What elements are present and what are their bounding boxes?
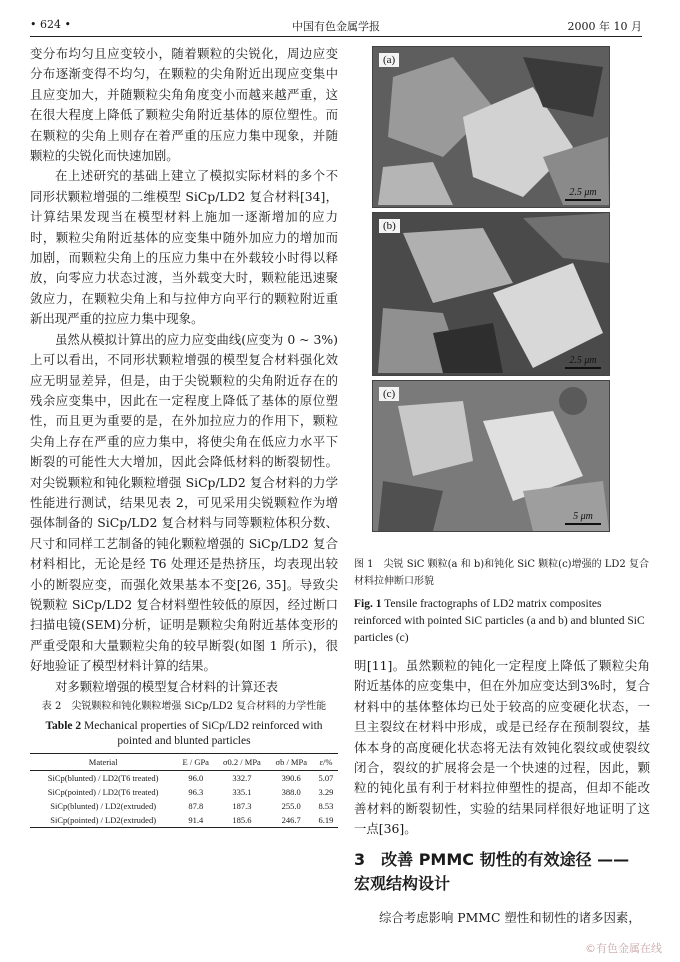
table-cell: 390.6 (281, 773, 301, 783)
table-caption-en (30, 719, 338, 749)
table-header-row (30, 754, 338, 771)
table-cell: 96.0 (188, 773, 204, 783)
left-column (30, 44, 338, 828)
section-heading: 3 改善 PMMC 韧性的有效途径 —— 宏观结构设计 (354, 850, 630, 893)
panel-label: (c) (379, 387, 399, 401)
body-paragraph: 对多颗粒增强的模型复合材料的计算还表 (55, 678, 279, 694)
fractograph-image (373, 381, 609, 531)
right-column-text-continued (354, 908, 650, 928)
table-cell: SiCp(blunted) / LD2(T6 treated) (47, 773, 159, 783)
table-cell: 3.29 (318, 787, 334, 797)
scale-text: 2.5 μm (569, 355, 597, 366)
running-header (30, 16, 642, 37)
scale-line (565, 199, 601, 201)
figure-label: Fig. 1 (354, 598, 382, 610)
figure-caption-cn: 图 1 尖锐 SiC 颗粒(a 和 b)和钝化 SiC 颗粒(c)增强的 LD2 复合材料拉伸断口形貌 (354, 559, 649, 587)
table-cell: 185.6 (215, 813, 268, 828)
column-header: σ0.2 / MPa (215, 754, 268, 771)
table-cell: 91.4 (176, 813, 215, 828)
watermark: ©有色金属在线 (585, 942, 662, 955)
table-row (30, 813, 338, 828)
table-row (30, 771, 338, 786)
journal-name: 中国有色金属学报 (292, 20, 380, 33)
table-cell: 5.07 (318, 773, 334, 783)
body-paragraph: 在上述研究的基础上建立了模拟实际材料的多个不同形状颗粒增强的二维模型 SiCp/LD2 复合材料[34]，计算结果发现当在模型材料上施加一逐渐增加的应力时，颗粒尖角附近基体的应变集中随外加应力的增加而加剧，而颗粒尖角上的压应力集中在外载较小时得以释放，向零应力状态过渡，当外载变大时，颗粒能迅速聚敛应力，在颗粒尖角上和与拉伸方向平行的颗粒附近重新出现严重的拉应力集中现象。 (30, 168, 338, 327)
column-header: σb / MPa (269, 754, 314, 771)
table-cell: 255.0 (281, 801, 301, 811)
scale-bar (565, 511, 601, 525)
table-cell: SiCp(pointed) / LD2(T6 treated) (47, 787, 159, 797)
table-cell: 87.8 (188, 801, 204, 811)
table-caption-cn: 表 2 尖锐颗粒和钝化颗粒增强 SiCp/LD2 复合材料的力学性能 (41, 701, 327, 712)
table-cell: SiCp(pointed) / LD2(extruded) (30, 813, 176, 828)
mechanical-properties-table (30, 753, 338, 828)
figure-caption-en (354, 596, 650, 647)
table-cell: 335.1 (232, 787, 252, 797)
scale-bar (565, 355, 601, 369)
table-cell: 388.0 (281, 787, 301, 797)
table-cell: 8.53 (318, 801, 334, 811)
table-label: Table 2 (45, 720, 82, 732)
body-paragraph: 虽然从模拟计算出的应力应变曲线(应变为 0 ~ 3%)上可以看出，不同形状颗粒增强的模型复合材料强化效应无明显差异，但是，由于尖锐颗粒的尖角附近存在的残余应变集中，因此在一定程度上降低了基体的原位塑性，而且更为重要的是，在外加拉应力的作用下，颗粒尖角上存在严重的应力集中，将使尖角在低应力水平下断裂的可能性大大增加，因此会降低材料的断裂韧性。对尖锐颗粒和钝化颗粒增强 SiCp/LD2 复合材料的力学性能进行测试，结果见表 2，可见采用尖锐颗粒作为增强体制备的 SiCp/LD2 复合材料与同等颗粒体积分数、尺寸和同样工艺制备的钝化颗粒增强的 SiCp/LD2 复合材料相比，无论是经 T6 处理还是热挤压，均表现出较小的断裂应变，而强化效果基本不变[26, 35]。导致尖锐颗粒 SiCp/LD2 复合材料塑性较低的原因，经过断口扫描电镜(SEM)分析，证明是颗粒尖角附近基体变形的严重受限和大量颗粒尖角的较早断裂(如图 1 所示)，很好地验证了模型材料计算的结果。 (30, 331, 338, 674)
table-row (30, 785, 338, 799)
table-cell: 96.3 (188, 787, 204, 797)
table-cell: 187.3 (232, 801, 252, 811)
table-cell: 6.19 (314, 813, 338, 828)
fractograph-image (373, 213, 609, 375)
table-cell: SiCp(blunted) / LD2(extruded) (50, 801, 157, 811)
issue-date: 2000 年 10 月 (567, 20, 642, 33)
column-header: ε/% (314, 754, 338, 771)
table-cell: 332.7 (232, 773, 252, 783)
column-header: Material (30, 754, 176, 771)
panel-label: (b) (379, 219, 400, 233)
scale-text: 5 μm (573, 511, 593, 522)
page-number: • 624 • (30, 18, 71, 31)
body-paragraph: 变分布均匀且应变较小，随着颗粒的尖锐化，周边应变分布逐渐变得不均匀，在颗粒的尖角附近出现应变集中且应变加大，并随颗粒尖角角度变小而越来越严重，这在很大程度上降低了颗粒尖角附近基体的原位塑性。而在颗粒的尖角上则存在着严重的压应力集中现象，并随颗粒的尖锐化而快速加剧。 (30, 46, 338, 164)
table-row (30, 799, 338, 813)
scale-text: 2.5 μm (569, 187, 597, 198)
table-cell: 246.7 (269, 813, 314, 828)
scale-line (565, 367, 601, 369)
scale-bar (565, 187, 601, 201)
body-paragraph: 综合考虑影响 PMMC 塑性和韧性的诸多因素， (379, 910, 641, 925)
fractograph-panel-c (372, 380, 610, 532)
column-header: E / GPa (176, 754, 215, 771)
fractograph-panel-a (372, 46, 610, 208)
panel-label: (a) (379, 53, 399, 67)
right-column-text (354, 656, 650, 840)
table-title: Mechanical properties of SiCp/LD2 reinforced with pointed and blunted particles (84, 720, 323, 747)
figure-title: Tensile fractographs of LD2 matrix composites reinforced with pointed SiC particles (a and b) and blunted SiC particles (c) (354, 598, 645, 644)
fractograph-image (373, 47, 609, 207)
fractograph-panel-b (372, 212, 610, 376)
body-paragraph: 明[11]。虽然颗粒的钝化一定程度上降低了颗粒尖角附近基体的应变集中，但在外加应变达到3%时，复合材料中的基体整体均已处于较高的应变硬化状态，一旦主裂纹在材料中形成，或是已经存在预制裂纹，基体本身的高度硬化状态将无法有效钝化裂纹或使裂纹闭合，裂纹的扩展将会是一个快速的过程，因此，颗粒的钝化虽有利于材料拉伸塑性的提高，但却不能改善材料的断裂韧性，实验的结果同样很好地证明了这一点[36]。 (354, 658, 650, 837)
scale-line (565, 523, 601, 525)
